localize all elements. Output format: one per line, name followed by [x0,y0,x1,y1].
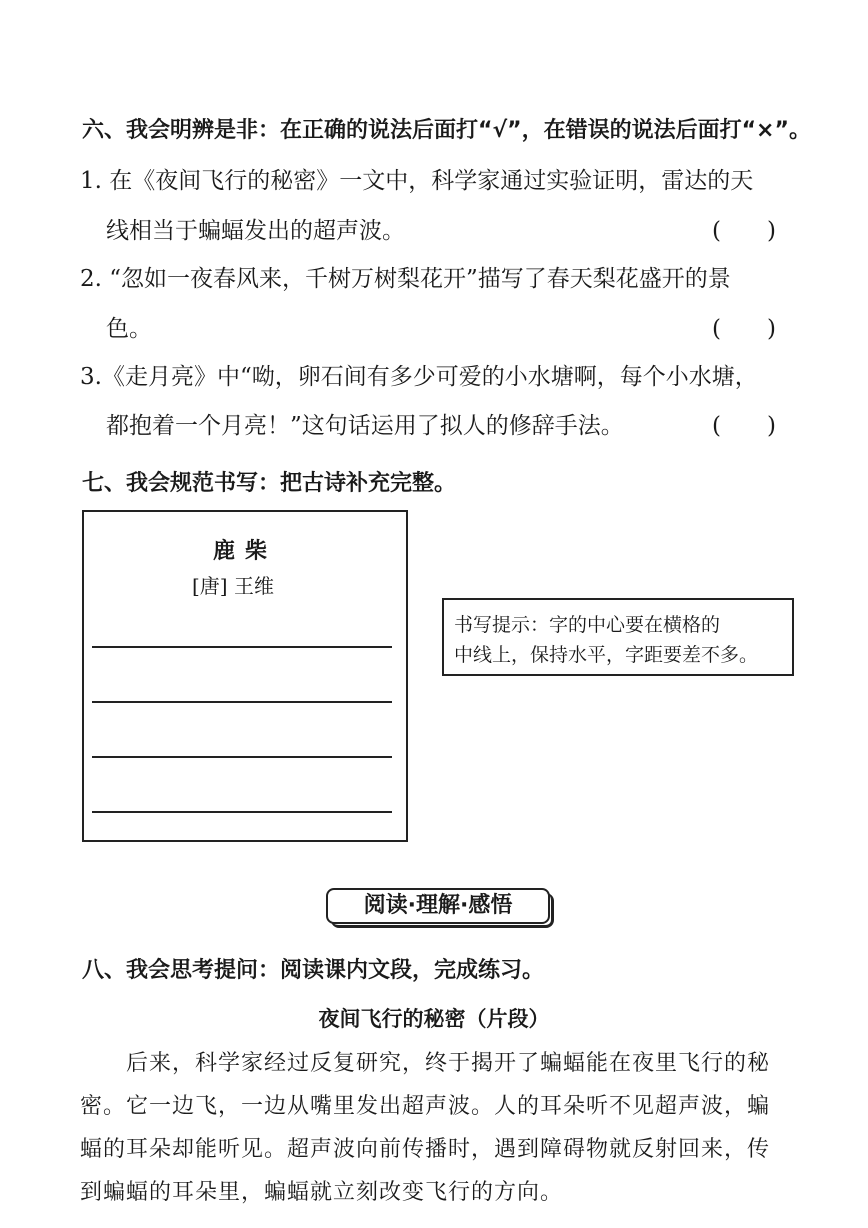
judge-item-3-line2: 都抱着一个月亮！”这句话运用了拟人的修辞手法。 [106,413,624,439]
judge-item-2-line1: 2. “忽如一夜春风来，千树万树梨花开”描写了春天梨花盛开的景 [80,266,731,292]
passage-title: 夜间飞行的秘密（片段） [318,1007,550,1031]
reading-section-banner: 阅读·理解·感悟 [326,888,550,924]
writing-line-3[interactable] [92,756,392,758]
passage-line-2: 密。它一边飞，一边从嘴里发出超声波。人的耳朵听不见超声波，蝙 [80,1094,771,1119]
poem-author: [唐] 王维 [192,574,274,598]
writing-line-4[interactable] [92,811,392,813]
passage-line-4: 到蝙蝠的耳朵里，蝙蝠就立刻改变飞行的方向。 [80,1180,564,1205]
writing-tip-box [442,598,794,676]
section6-title: 六、我会明辨是非：在正确的说法后面打“√”，在错误的说法后面打“×”。 [82,118,811,143]
judge-item-3-line1: 3.《走月亮》中“呦，卵石间有多少可爱的小水塘啊，每个小水塘， [80,364,758,390]
passage-line-3: 蝠的耳朵却能听见。超声波向前传播时，遇到障碍物就反射回来，传 [80,1137,771,1162]
writing-tip-line1: 书写提示：字的中心要在横格的 [454,614,721,636]
writing-tip-line2: 中线上，保持水平，字距要差不多。 [454,644,759,666]
passage-line-1: 后来，科学家经过反复研究，终于揭开了蝙蝠能在夜里飞行的秘 [80,1051,771,1076]
writing-line-1[interactable] [92,646,392,648]
poem-title: 鹿柴 [212,539,277,564]
poem-writing-box [82,510,408,842]
answer-blank-1[interactable]: ( ) [712,218,776,244]
judge-item-1-line2: 线相当于蝙蝠发出的超声波。 [106,218,405,244]
judge-item-2-line2: 色。 [106,316,152,342]
section8-title: 八、我会思考提问：阅读课内文段，完成练习。 [82,958,545,983]
writing-line-2[interactable] [92,701,392,703]
section7-title: 七、我会规范书写：把古诗补充完整。 [82,471,457,496]
judge-item-1-line1: 1. 在《夜间飞行的秘密》一文中，科学家通过实验证明，雷达的天 [80,168,754,194]
answer-blank-3[interactable]: ( ) [712,413,776,439]
answer-blank-2[interactable]: ( ) [712,316,776,342]
